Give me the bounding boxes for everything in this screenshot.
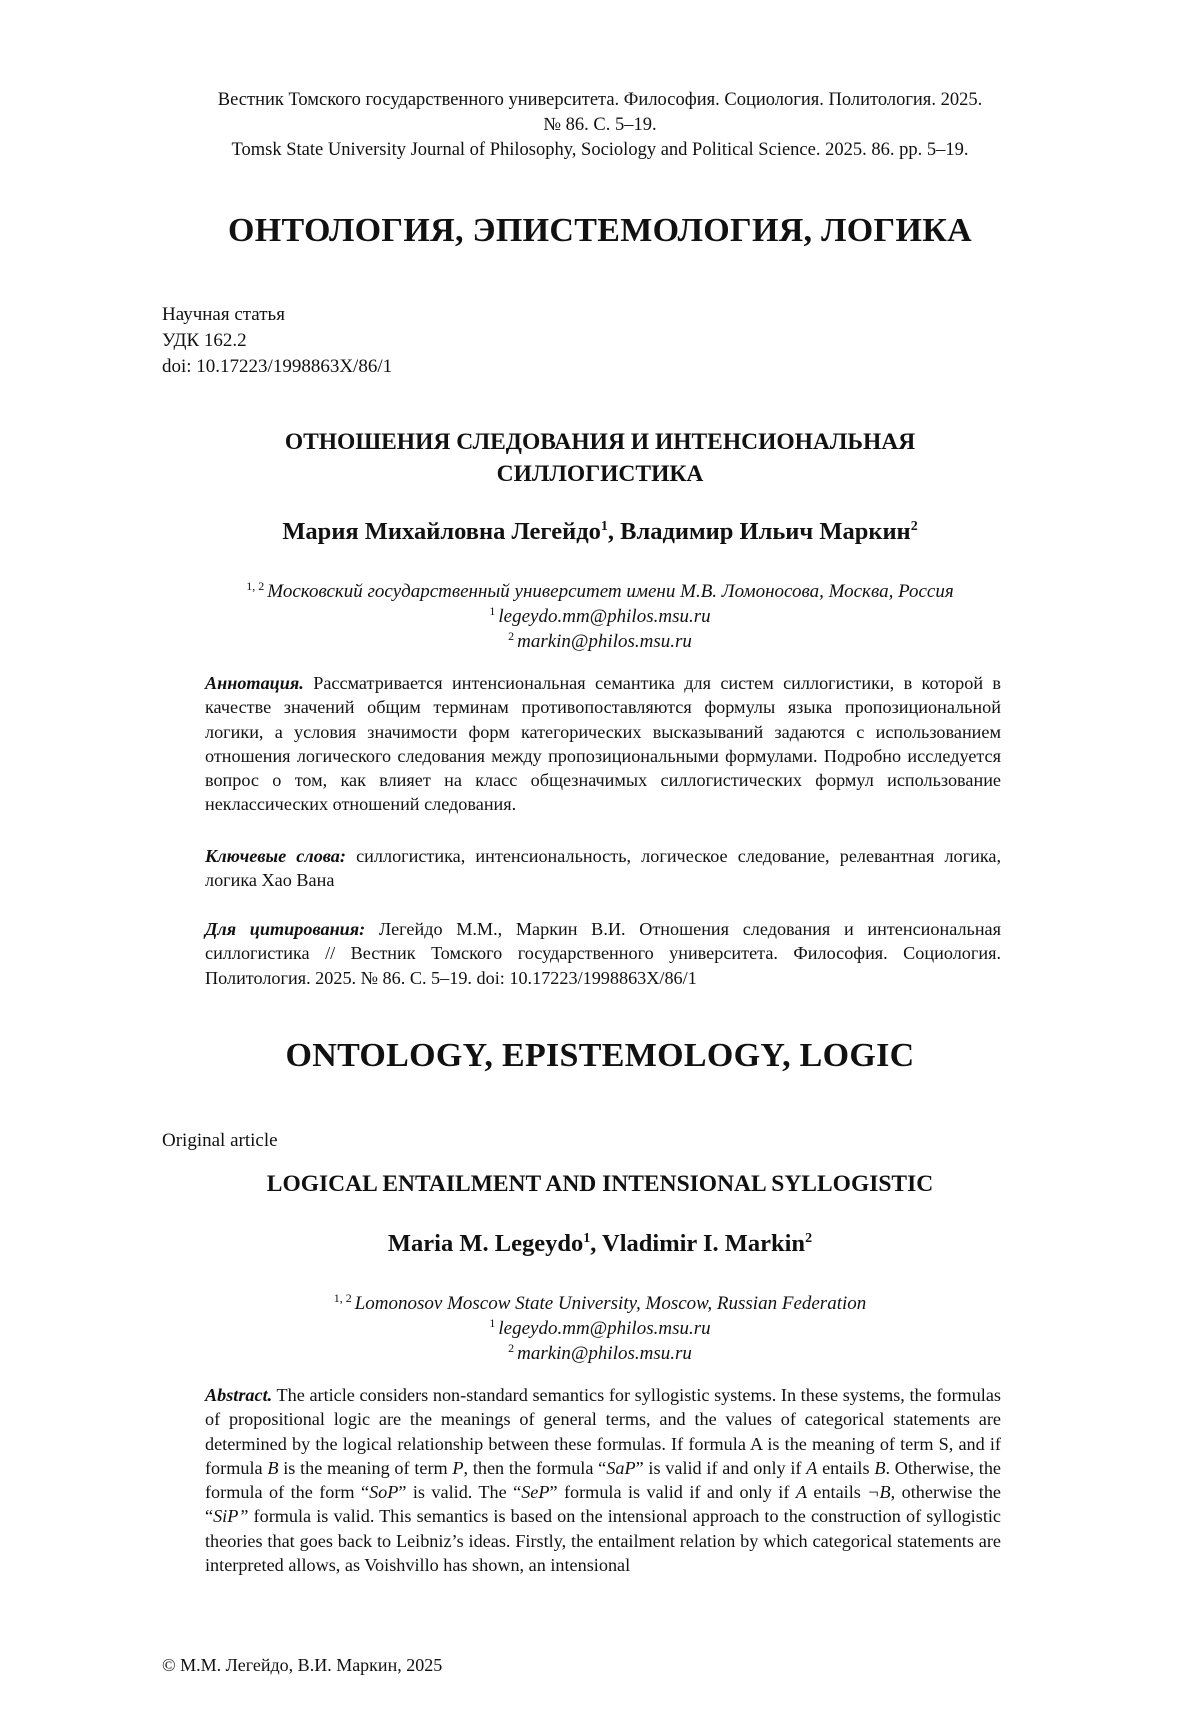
- abstract-en-part: . Otherwise, the formula of the form “: [205, 1457, 1001, 1503]
- author-en-1-mark: 1: [583, 1231, 591, 1246]
- journal-header-ru-line2: № 86. С. 5–19.: [543, 115, 657, 135]
- abstract-en-italic: A: [806, 1457, 818, 1478]
- section-title-en: ONTOLOGY, EPISTEMOLOGY, LOGIC: [285, 1037, 915, 1074]
- abstract-en-part: , then the formula “: [463, 1457, 607, 1478]
- email-ru-2-mark: 2: [508, 629, 515, 643]
- abstract-ru-label: Аннотация.: [205, 673, 304, 693]
- affiliation-en-text: Lomonosov Moscow State University, Moscow, Russian Federation: [354, 1293, 867, 1314]
- email-en-1-text[interactable]: legeydo.mm@philos.msu.ru: [498, 1318, 711, 1339]
- abstract-en: [205, 1383, 1001, 1577]
- author-en-2: Vladimir I. Markin: [602, 1230, 806, 1257]
- keywords-ru-text: силлогистика, интенсиональность, логическое следование, релевантная логика, логика Хао Вана: [205, 846, 1002, 891]
- section-title-ru: ОНТОЛОГИЯ, ЭПИСТЕМОЛОГИЯ, ЛОГИКА: [227, 212, 973, 249]
- email-en-2[interactable]: [0, 1341, 1200, 1366]
- affiliation-ru: [0, 579, 1200, 604]
- doi: doi: 10.17223/1998863X/86/1: [162, 356, 393, 377]
- author-separator: ,: [607, 518, 621, 545]
- abstract-en-part: , otherwise the “: [205, 1482, 1001, 1527]
- email-ru-2[interactable]: [0, 629, 1200, 654]
- article-type-ru: Научная статья: [162, 304, 285, 325]
- affiliation-en-marks: 1, 2: [333, 1291, 352, 1305]
- abstract-ru-text: Рассматривается интенсиональная семантика для систем силлогистики, в которой в качестве значений общим терминам противопоставляются формулы языка пропозициональной логики, а условия значимости форм категорических высказываний задаются с использованием отношения логического следования между пропозициональными формулами. Подробно исследуется вопрос о том, как влияет на класс общезначимых силлогистических формул использование неклассических отношений следования.: [205, 673, 1002, 815]
- udc-code: УДК 162.2: [162, 330, 247, 351]
- abstract-en-italic: SeP: [521, 1482, 550, 1503]
- citation-ru-text: Легейдо М.М., Маркин В.И. Отношения следования и интенсиональная силлогистика // Вестник Томского государственного университета. Философия. Социология. Политология. 2025. № 86. С. 5–19. doi: 10.17223/1998863X/86/1: [205, 919, 1001, 988]
- abstract-en-part: formula is valid. This semantics is based on the intensional approach to the construction of syllogistic theories that goes back to Leibniz’s ideas. Firstly, the entailment relation by which categorical statements are interpreted allows, as Voishvillo has shown, an intensional: [205, 1506, 1001, 1576]
- email-en-2-mark: 2: [508, 1341, 515, 1355]
- journal-header-en: Tomsk State University Journal of Philosophy, Sociology and Political Science. 2025. 86. pp. 5–19.: [231, 140, 969, 160]
- email-ru-1-mark: 1: [489, 604, 496, 618]
- abstract-en-italic: ¬B: [867, 1482, 891, 1503]
- abstract-en-italic: B: [267, 1457, 279, 1478]
- article-title-ru-line1: ОТНОШЕНИЯ СЛЕДОВАНИЯ И ИНТЕНСИОНАЛЬНАЯ: [284, 429, 916, 455]
- author-separator-en: ,: [590, 1230, 603, 1257]
- abstract-en-part: ” is valid if and only if: [635, 1457, 807, 1478]
- author-ru-1-mark: 1: [600, 519, 608, 534]
- abstract-en-italic: B: [874, 1457, 886, 1478]
- abstract-en-part: entails: [806, 1482, 868, 1503]
- journal-header-ru-line1: Вестник Томского государственного университета. Философия. Социология. Политология. 2025.: [217, 90, 983, 110]
- email-en-1-mark: 1: [489, 1316, 496, 1330]
- author-ru-2-mark: 2: [910, 519, 918, 534]
- author-en-1: Maria M. Legeydo: [387, 1230, 584, 1257]
- author-ru-1: Мария Михайловна Легейдо: [282, 518, 601, 545]
- abstract-en-italic: SoP: [369, 1482, 399, 1503]
- abstract-en-part: ” is valid. The “: [398, 1482, 522, 1503]
- abstract-en-italic: P: [452, 1457, 464, 1478]
- abstract-en-italic: SaP: [606, 1457, 636, 1478]
- article-type-en: Original article: [162, 1130, 278, 1151]
- authors-ru: [0, 518, 1200, 546]
- email-ru-2-text[interactable]: markin@philos.msu.ru: [517, 631, 692, 652]
- abstract-en-label: Abstract.: [205, 1385, 273, 1405]
- author-ru-2: Владимир Ильич Маркин: [620, 518, 911, 545]
- abstract-en-part: is the meaning of term: [278, 1457, 453, 1478]
- affiliation-ru-marks: 1, 2: [246, 579, 265, 593]
- abstract-en-part: The article considers non-standard semantics for syllogistic systems. In these systems, the formulas of propositional logic are the meanings of general terms, and the values of categorical statements are determined by the logical relationship between these formulas. If formula A is the meaning of term S, and if formula: [205, 1385, 1001, 1478]
- email-en-2-text[interactable]: markin@philos.msu.ru: [517, 1343, 692, 1364]
- affiliation-en: [0, 1291, 1200, 1316]
- abstract-en-part: ” formula is valid if and only if: [549, 1482, 796, 1503]
- author-en-2-mark: 2: [805, 1231, 813, 1246]
- abstract-en-italic: A: [795, 1482, 807, 1503]
- abstract-en-italic: SiP”: [213, 1506, 249, 1527]
- keywords-ru: [205, 844, 1001, 893]
- email-ru-1-text[interactable]: legeydo.mm@philos.msu.ru: [498, 606, 711, 627]
- article-title-ru-line2: СИЛЛОГИСТИКА: [496, 461, 704, 487]
- affiliation-ru-text: Московский государственный университет имени М.В. Ломоносова, Москва, Россия: [267, 581, 954, 602]
- copyright: © М.М. Легейдо, В.И. Маркин, 2025: [162, 1655, 443, 1675]
- email-en-1[interactable]: [0, 1316, 1200, 1341]
- abstract-en-part: entails: [817, 1457, 875, 1478]
- authors-en: [0, 1230, 1200, 1258]
- abstract-ru: [205, 671, 1001, 817]
- article-title-en: LOGICAL ENTAILMENT AND INTENSIONAL SYLLOGISTIC: [266, 1171, 934, 1197]
- citation-ru-label: Для цитирования:: [205, 919, 366, 939]
- citation-ru: [205, 917, 1001, 990]
- keywords-ru-label: Ключевые слова:: [205, 846, 346, 866]
- email-ru-1[interactable]: [0, 604, 1200, 629]
